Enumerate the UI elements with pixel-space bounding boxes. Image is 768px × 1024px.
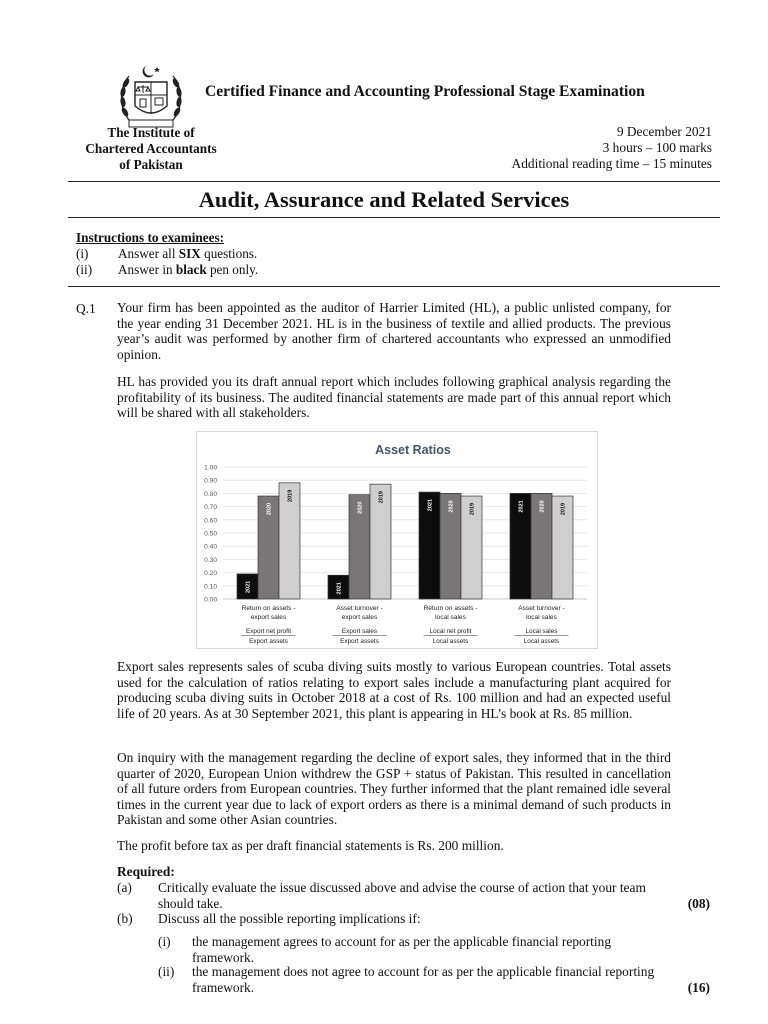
bar-year-label: 2019 [469, 502, 476, 516]
bar-year-label: 2019 [378, 491, 385, 504]
instruction-item [76, 262, 258, 278]
part-number: (a) [117, 880, 132, 895]
institute-line: Chartered Accountants [85, 141, 217, 156]
institute-line: of Pakistan [119, 157, 183, 172]
bar-year-label: 2019 [287, 489, 294, 502]
reading-time: Additional reading time – 15 minutes [511, 156, 712, 171]
y-tick-label: 0.30 [204, 556, 217, 564]
category-label: Asset turnover - [518, 605, 565, 612]
asset-ratios-chart [196, 431, 598, 649]
category-label: local sales [526, 614, 557, 621]
bar-year-label: 2020 [539, 500, 546, 513]
exam-meta [512, 124, 712, 172]
part-number: (b) [117, 911, 133, 926]
part-marks: (08) [687, 896, 710, 911]
instruction-text: questions. [200, 246, 258, 261]
formula-numerator: Local sales [525, 628, 558, 635]
instructions [76, 230, 258, 278]
required-label: Required: [117, 864, 175, 879]
part-text: Discuss all the possible reporting implications if: [158, 911, 421, 926]
divider [68, 217, 720, 218]
divider [68, 286, 720, 287]
instruction-text: pen only. [206, 262, 259, 277]
question-paragraph: Export sales represents sales of scuba diving suits mostly to various European countries. Total assets used for the calculation of ratios relating to export sales include a manufacturing plant acquired for producing scuba diving suits in October 2018 at a cost of Rs. 100 million and had an expected useful life of 20 years. As at 30 September 2021, this plant is appearing in HL’s book at Rs. 85 million. [117, 659, 671, 721]
bar-year-label: 2020 [448, 500, 455, 513]
bar-year-label: 2020 [357, 501, 364, 514]
category-label: export sales [250, 614, 287, 621]
formula-denominator: Local assets [432, 638, 469, 645]
question-paragraph: The profit before tax as per draft financial statements is Rs. 200 million. [117, 838, 504, 853]
y-tick-label: 0.40 [204, 543, 217, 551]
instruction-number: (ii) [76, 262, 93, 277]
y-tick-label: 0.70 [204, 504, 217, 512]
institute-logo [115, 62, 187, 132]
y-tick-label: 0.80 [204, 490, 217, 498]
institute-name [62, 125, 240, 173]
formula-denominator: Local assets [523, 638, 560, 645]
part-marks: (16) [687, 980, 710, 995]
instruction-text: Answer all [118, 246, 179, 261]
bar-year-label: 2021 [245, 580, 252, 594]
y-tick-label: 0.50 [204, 530, 217, 538]
y-tick-label: 0.10 [204, 583, 217, 591]
bar-year-label: 2021 [427, 498, 434, 512]
bar-year-label: 2019 [560, 502, 567, 516]
category-label: export sales [341, 614, 378, 621]
subpart-text: the management agrees to account for as per the applicable financial reporting framework. [192, 934, 612, 965]
subpart-number: (i) [158, 934, 171, 949]
exam-title: Certified Finance and Accounting Professional Stage Examination [205, 83, 645, 100]
subpart-number: (ii) [158, 964, 175, 979]
chart-title: Asset Ratios [375, 443, 451, 457]
formula-numerator: Local net profit [429, 628, 472, 635]
instruction-emphasis: SIX [178, 246, 201, 261]
category-label: local sales [435, 614, 466, 621]
bar-year-label: 2020 [266, 502, 273, 516]
instruction-text: Answer in [118, 262, 176, 277]
instruction-emphasis: black [175, 262, 207, 277]
y-tick-label: 0.90 [204, 477, 217, 485]
question-paragraph: On inquiry with the management regarding the decline of export sales, they informed that in the third quarter of 2020, European Union withdrew the GSP + status of Pakistan. This resulted in cancellation of all future orders from European countries. They further informed that the plant remained idle several times in the current year due to lack of export orders as there is a minimal demand of such products in Pakistan and some other Asian countries. [117, 750, 671, 828]
y-tick-label: 0.60 [204, 517, 217, 525]
divider [68, 181, 720, 182]
exam-date: 9 December 2021 [616, 124, 712, 139]
question-number: Q.1 [76, 301, 96, 316]
category-label: Asset turnover - [336, 605, 383, 612]
subpart-text: the management does not agree to account for as per the applicable financial reporting framework. [192, 964, 655, 995]
formula-denominator: Export assets [340, 638, 379, 645]
part-text: Critically evaluate the issue discussed above and advise the course of action that your team should take. [158, 880, 646, 911]
instructions-heading: Instructions to examinees: [76, 230, 224, 245]
category-label: Return on assets - [423, 605, 478, 612]
y-tick-label: 0.20 [204, 570, 217, 578]
y-tick-label: 0.00 [204, 596, 217, 604]
formula-numerator: Export sales [341, 628, 378, 635]
instruction-number: (i) [76, 246, 89, 261]
y-tick-label: 1.00 [204, 464, 217, 472]
category-label: Return on assets - [241, 605, 296, 612]
bar-year-label: 2021 [518, 500, 525, 513]
bar-year-label: 2021 [336, 582, 343, 595]
exam-duration: 3 hours – 100 marks [602, 140, 712, 155]
question-paragraph: HL has provided you its draft annual report which includes following graphical analysis regarding the profitability of its business. The audited financial statements are made part of this annual report which will be shared with all stakeholders. [117, 374, 671, 421]
paper-title: Audit, Assurance and Related Services [198, 187, 570, 212]
formula-numerator: Export net profit [245, 628, 292, 635]
question-paragraph: Your firm has been appointed as the auditor of Harrier Limited (HL), a public unlisted company, for the year ending 31 December 2021. HL is in the business of textile and allied products. The previous year’s audit was performed by another firm of chartered accountants who expressed an unmodified opinion. [117, 300, 671, 362]
institute-line: The Institute of [107, 125, 195, 140]
formula-denominator: Export assets [249, 638, 288, 645]
instruction-item [76, 246, 258, 262]
